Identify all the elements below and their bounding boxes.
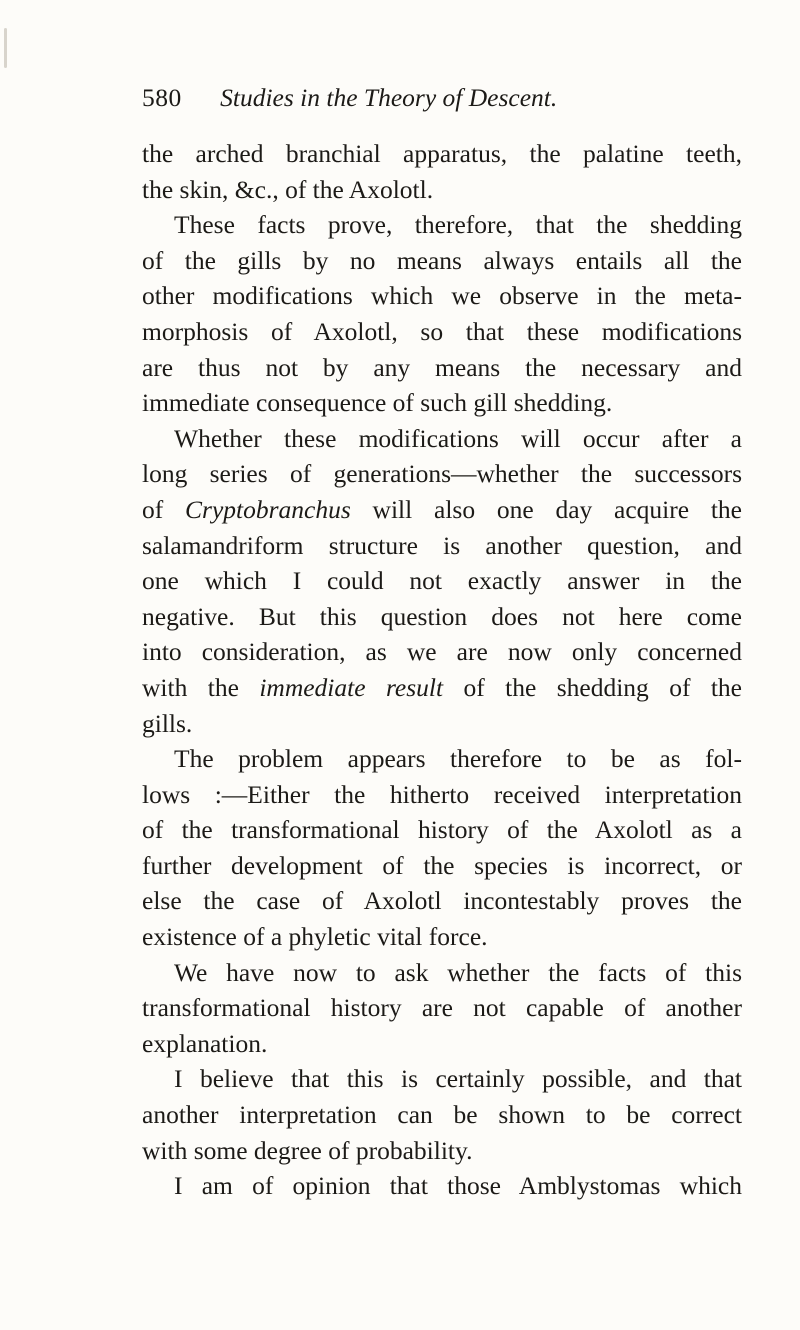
text-line [142,706,742,742]
text-fragment: lows :—Either the hitherto received interpretation [142,779,742,809]
text-line [142,883,742,919]
text-fragment: long series of generations—whether the successors [142,459,742,489]
text-fragment: existence of a phyletic vital force. [142,922,488,952]
text-fragment: of [142,494,186,524]
text-line [142,243,742,279]
text-fragment: Whether these modifications will occur after a [174,423,742,453]
text-fragment: of the transformational history of the Axolotl as a [142,815,742,845]
text-line [142,634,742,670]
text-fragment: will also one day acquire the [350,494,742,524]
text-fragment: These facts prove, therefore, that the shedding [174,210,742,240]
text-line [142,350,742,386]
text-line [142,421,742,457]
text-fragment: negative. But this question does not here come [142,601,742,631]
text-line [142,456,742,492]
text-fragment: another interpretation can be shown to be correct [142,1100,742,1130]
text-fragment: of the gills by no means always entails all the [142,245,742,275]
running-title: Studies in the Theory of Descent. [220,83,558,112]
body-text [142,136,742,1204]
text-line [142,741,742,777]
text-fragment: other modifications which we observe in the meta- [142,281,742,311]
text-line [142,1097,742,1133]
text-line [142,1061,742,1097]
italic-text: immediate result [259,672,444,702]
text-fragment: the skin, &c., of the Axolotl. [142,174,434,204]
text-fragment: the arched branchial apparatus, the palatine teeth, [142,139,742,168]
text-fragment: with the [142,672,260,702]
text-fragment: further development of the species is incorrect, or [142,850,742,880]
text-line [142,955,742,991]
text-line [142,563,742,599]
italic-text: Cryptobranchus [185,494,351,524]
text-fragment: I am of opinion that those Amblystomas which [174,1171,742,1201]
text-fragment: into consideration, as we are now only concerned [142,637,742,667]
margin-mark [4,28,7,68]
text-fragment: one which I could not exactly answer in the [142,566,742,596]
text-fragment: transformational history are not capable of another [142,993,742,1023]
text-line [142,207,742,243]
text-line [142,599,742,635]
text-fragment: gills. [142,708,193,738]
text-fragment: explanation. [142,1028,268,1058]
text-line [142,492,742,528]
text-line [142,136,742,172]
text-fragment: We have now to ask whether the facts of this [174,957,742,987]
text-line [142,528,742,564]
text-line [142,1133,742,1169]
text-fragment: of the shedding of the [443,672,743,702]
text-line [142,777,742,813]
text-line [142,172,742,208]
page-number: 580 [142,83,182,112]
text-line [142,314,742,350]
text-line [142,1168,742,1204]
text-line [142,1026,742,1062]
text-fragment: The problem appears therefore to be as fol- [174,744,742,774]
text-fragment: immediate consequence of such gill shedding. [142,388,613,418]
text-fragment: else the case of Axolotl incontestably proves the [142,886,742,916]
text-fragment: morphosis of Axolotl, so that these modifications [142,316,742,346]
running-header [142,80,742,116]
text-fragment: with some degree of probability. [142,1135,473,1165]
text-line [142,919,742,955]
text-line [142,670,742,706]
text-fragment: salamandriform structure is another question, and [142,530,742,560]
text-line [142,278,742,314]
text-line [142,812,742,848]
text-fragment: are thus not by any means the necessary and [142,352,742,382]
text-line [142,848,742,884]
text-fragment: I believe that this is certainly possible, and that [174,1064,742,1094]
text-line [142,385,742,421]
text-line [142,990,742,1026]
